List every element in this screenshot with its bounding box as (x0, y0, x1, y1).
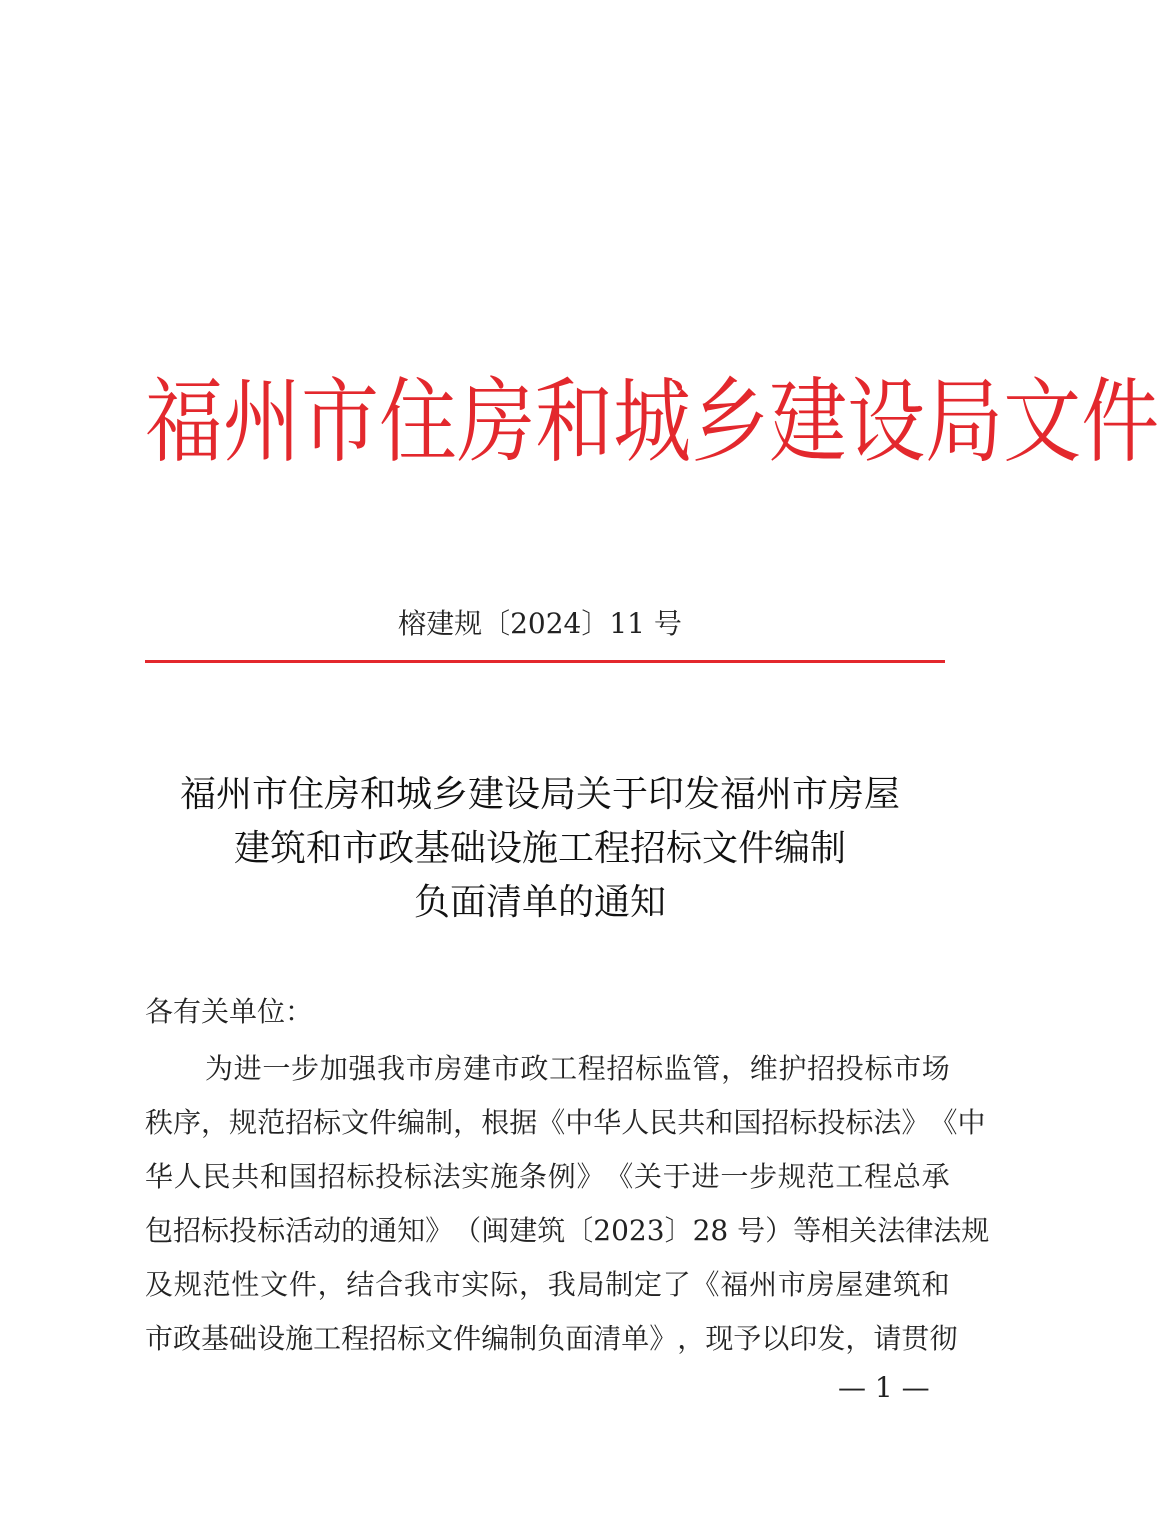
body-char: 范 (257, 1106, 286, 1139)
body-char: 实 (461, 1268, 490, 1301)
body-char: 于 (662, 1160, 691, 1193)
body-char: 我 (547, 1268, 576, 1301)
body-char: 等 (793, 1214, 822, 1247)
body-char: 筑 (892, 1268, 921, 1301)
body-char: 政 (520, 1052, 549, 1085)
body-char: 通 (369, 1214, 398, 1247)
body-char: 标 (403, 1160, 432, 1193)
body-char: 招 (173, 1214, 202, 1247)
body-char: 投 (375, 1160, 404, 1193)
body-char: 局 (576, 1268, 605, 1301)
body-char: 清 (593, 1322, 622, 1355)
body-char: 标 (346, 1160, 375, 1193)
body-char: 了 (662, 1268, 691, 1301)
body-char: ， (453, 1106, 482, 1139)
body-char: 共 (677, 1106, 706, 1139)
body-char: 设 (257, 1322, 286, 1355)
body-char: 》 (576, 1160, 605, 1193)
body-char: 施 (285, 1322, 314, 1355)
issuer-header-char: 文 (1003, 369, 1082, 477)
body-char: 法 (873, 1106, 902, 1139)
body-char: 《 (537, 1106, 566, 1139)
issuer-header-char: 房 (457, 369, 536, 477)
body-char: 标 (397, 1322, 426, 1355)
issuer-header-char: 和 (535, 369, 614, 477)
body-char: 号 (737, 1214, 766, 1247)
body-char: 州 (749, 1268, 778, 1301)
body-char: ） (765, 1214, 794, 1247)
issuer-header-char: 局 (925, 369, 1004, 477)
body-char: 现 (705, 1322, 734, 1355)
body-char: 范 (202, 1268, 231, 1301)
issuer-header-char: 城 (613, 369, 692, 477)
body-char: 条 (518, 1160, 547, 1193)
body-char: 投 (229, 1214, 258, 1247)
body-char: 为 (205, 1052, 234, 1085)
body-char: 监 (663, 1052, 692, 1085)
body-char: 步 (749, 1160, 778, 1193)
body-char: 国 (288, 1160, 317, 1193)
body-char: 承 (921, 1160, 950, 1193)
body-char: 基 (201, 1322, 230, 1355)
body-char: 3 (646, 1214, 665, 1247)
body-char: 础 (229, 1322, 258, 1355)
body-char: 招 (285, 1106, 314, 1139)
body-char: 动 (313, 1214, 342, 1247)
body-char: 程 (864, 1160, 893, 1193)
body-char: 我 (377, 1052, 406, 1085)
body-char: 招 (807, 1052, 836, 1085)
body-char: 印 (789, 1322, 818, 1355)
body-char: 国 (733, 1106, 762, 1139)
document-number: 榕建规〔2024〕11 号 (398, 607, 682, 640)
body-char: 招 (317, 1160, 346, 1193)
body-char: 强 (348, 1052, 377, 1085)
body-char: 福 (720, 1268, 749, 1301)
body-char: 合 (375, 1268, 404, 1301)
body-char: 程 (341, 1322, 370, 1355)
body-char: 规 (229, 1106, 258, 1139)
body-char: 和 (705, 1106, 734, 1139)
body-char: 华 (593, 1106, 622, 1139)
body-char: 〕 (664, 1214, 693, 1247)
body-char: 编 (397, 1106, 426, 1139)
body-char: 》 (649, 1322, 678, 1355)
body-line-6 (145, 1312, 958, 1366)
body-line-5 (145, 1258, 950, 1312)
body-char: 《 (691, 1268, 720, 1301)
body-char: 8 (710, 1214, 729, 1247)
body-char: 以 (761, 1322, 790, 1355)
body-char: 市 (145, 1322, 174, 1355)
body-char: 〔 (565, 1214, 594, 1247)
body-char: 》 (901, 1106, 930, 1139)
body-char: 件 (369, 1106, 398, 1139)
body-char: 彻 (929, 1322, 958, 1355)
issuer-header-char: 建 (769, 369, 848, 477)
body-char: 予 (733, 1322, 762, 1355)
body-char: 0 (611, 1214, 629, 1247)
body-char: 建 (509, 1214, 538, 1247)
body-char: 中 (957, 1106, 986, 1139)
body-char: 市 (405, 1052, 434, 1085)
body-char: 据 (509, 1106, 538, 1139)
body-char: 《 (929, 1106, 958, 1139)
body-char: 和 (260, 1160, 289, 1193)
body-char: 例 (547, 1160, 576, 1193)
issuer-header-char: 件 (1081, 369, 1159, 477)
body-char: 制 (509, 1322, 538, 1355)
body-char: 工 (549, 1052, 578, 1085)
body-char: ， (317, 1268, 346, 1301)
body-char: 工 (835, 1160, 864, 1193)
issuer-header-char: 乡 (691, 369, 770, 477)
body-char: 民 (649, 1106, 678, 1139)
body-char: 秩 (145, 1106, 174, 1139)
body-char: 市 (432, 1268, 461, 1301)
notice-title (0, 768, 1080, 930)
body-char: 文 (341, 1106, 370, 1139)
body-char: 文 (425, 1322, 454, 1355)
body-char: 程 (577, 1052, 606, 1085)
body-char (728, 1204, 737, 1258)
body-char: 规 (173, 1268, 202, 1301)
body-char: 政 (173, 1322, 202, 1355)
body-char: 贯 (901, 1322, 930, 1355)
body-char: 关 (634, 1160, 663, 1193)
body-char: 加 (319, 1052, 348, 1085)
body-char: 标 (313, 1106, 342, 1139)
body-char: 律 (905, 1214, 934, 1247)
body-char: 及 (145, 1268, 174, 1301)
body-char: 市 (491, 1052, 520, 1085)
body-char: 活 (285, 1214, 314, 1247)
body-char: 发 (817, 1322, 846, 1355)
body-char: 件 (453, 1322, 482, 1355)
body-char: 相 (821, 1214, 850, 1247)
body-paragraph (145, 1042, 990, 1366)
body-char: 2 (692, 1214, 711, 1247)
body-char: 定 (634, 1268, 663, 1301)
body-char: 和 (921, 1268, 950, 1301)
body-char: 投 (835, 1052, 864, 1085)
body-char: 负 (537, 1322, 566, 1355)
body-char: 人 (621, 1106, 650, 1139)
body-line-2 (145, 1096, 986, 1150)
body-char: 民 (202, 1160, 231, 1193)
body-char: 性 (231, 1268, 260, 1301)
body-char: 单 (621, 1322, 650, 1355)
title-line-1: 福州市住房和城乡建设局关于印发福州市房屋 (179, 774, 900, 815)
body-char: ， (201, 1106, 230, 1139)
body-char: 我 (403, 1268, 432, 1301)
body-char: 法 (877, 1214, 906, 1247)
body-char: 护 (778, 1052, 807, 1085)
red-divider-line (145, 660, 945, 663)
body-char: 施 (490, 1160, 519, 1193)
body-char: 招 (761, 1106, 790, 1139)
body-char: 工 (313, 1322, 342, 1355)
body-char: 规 (777, 1160, 806, 1193)
issuer-header-char: 设 (847, 369, 926, 477)
body-char: 编 (481, 1322, 510, 1355)
body-char: 一 (262, 1052, 291, 1085)
salutation: 各有关单位： (145, 995, 314, 1028)
body-char: 招 (369, 1322, 398, 1355)
body-char: 建 (864, 1268, 893, 1301)
body-char: 规 (961, 1214, 990, 1247)
body-char: 一 (720, 1160, 749, 1193)
body-char: 《 (605, 1160, 634, 1193)
body-char: 管 (692, 1052, 721, 1085)
body-line-1 (145, 1042, 950, 1096)
issuer-header-char: 州 (223, 369, 302, 477)
body-char: 维 (749, 1052, 778, 1085)
body-char: 共 (231, 1160, 260, 1193)
body-char: 标 (257, 1214, 286, 1247)
body-char: 建 (463, 1052, 492, 1085)
body-char: 文 (260, 1268, 289, 1301)
title-line-2: 建筑和市政基础设施工程招标文件编制 (233, 828, 846, 869)
body-char: ， (677, 1322, 706, 1355)
body-char: 标 (845, 1106, 874, 1139)
body-char: 根 (481, 1106, 510, 1139)
body-char: 屋 (835, 1268, 864, 1301)
body-char: 市 (777, 1268, 806, 1301)
body-char: 人 (173, 1160, 202, 1193)
body-char: 标 (789, 1106, 818, 1139)
issuer-header-char: 住 (379, 369, 458, 477)
body-char: 面 (565, 1322, 594, 1355)
title-line-3: 负面清单的通知 (413, 882, 666, 923)
body-char: 范 (806, 1160, 835, 1193)
issuer-header-title (145, 358, 1159, 488)
body-char: 法 (933, 1214, 962, 1247)
page-number: — 1 — (838, 1371, 930, 1404)
body-char: 法 (432, 1160, 461, 1193)
body-char: 序 (173, 1106, 202, 1139)
body-line-3 (145, 1150, 950, 1204)
body-char: ， (518, 1268, 547, 1301)
body-char: 华 (145, 1160, 174, 1193)
body-char: 实 (461, 1160, 490, 1193)
issuer-header-char: 市 (301, 369, 380, 477)
body-char: ， (845, 1322, 874, 1355)
body-char: 结 (346, 1268, 375, 1301)
body-char: 》 (425, 1214, 454, 1247)
body-line-4 (145, 1204, 990, 1258)
body-char: 市 (893, 1052, 922, 1085)
body-char: 场 (921, 1052, 950, 1085)
body-char: 请 (873, 1322, 902, 1355)
body-char: 闽 (481, 1214, 510, 1247)
body-char: 关 (849, 1214, 878, 1247)
body-char: 包 (145, 1214, 174, 1247)
body-char: 制 (425, 1106, 454, 1139)
body-char: 标 (201, 1214, 230, 1247)
body-char: 筑 (537, 1214, 566, 1247)
body-char: 件 (288, 1268, 317, 1301)
body-char: 中 (565, 1106, 594, 1139)
body-char: 招 (606, 1052, 635, 1085)
body-char: 房 (434, 1052, 463, 1085)
body-char: 知 (397, 1214, 426, 1247)
body-char: 的 (341, 1214, 370, 1247)
body-char: 标 (864, 1052, 893, 1085)
body-char: 步 (291, 1052, 320, 1085)
body-char: 标 (635, 1052, 664, 1085)
body-char: ， (721, 1052, 750, 1085)
body-char: 房 (806, 1268, 835, 1301)
body-char: 2 (628, 1214, 647, 1247)
body-char: 进 (233, 1052, 262, 1085)
body-char: 2 (593, 1214, 612, 1247)
body-char: 投 (817, 1106, 846, 1139)
body-char: 制 (605, 1268, 634, 1301)
body-char: 总 (892, 1160, 921, 1193)
body-char: 进 (691, 1160, 720, 1193)
body-char: 际 (490, 1268, 519, 1301)
body-char: （ (453, 1214, 482, 1247)
issuer-header-char: 福 (145, 369, 224, 477)
